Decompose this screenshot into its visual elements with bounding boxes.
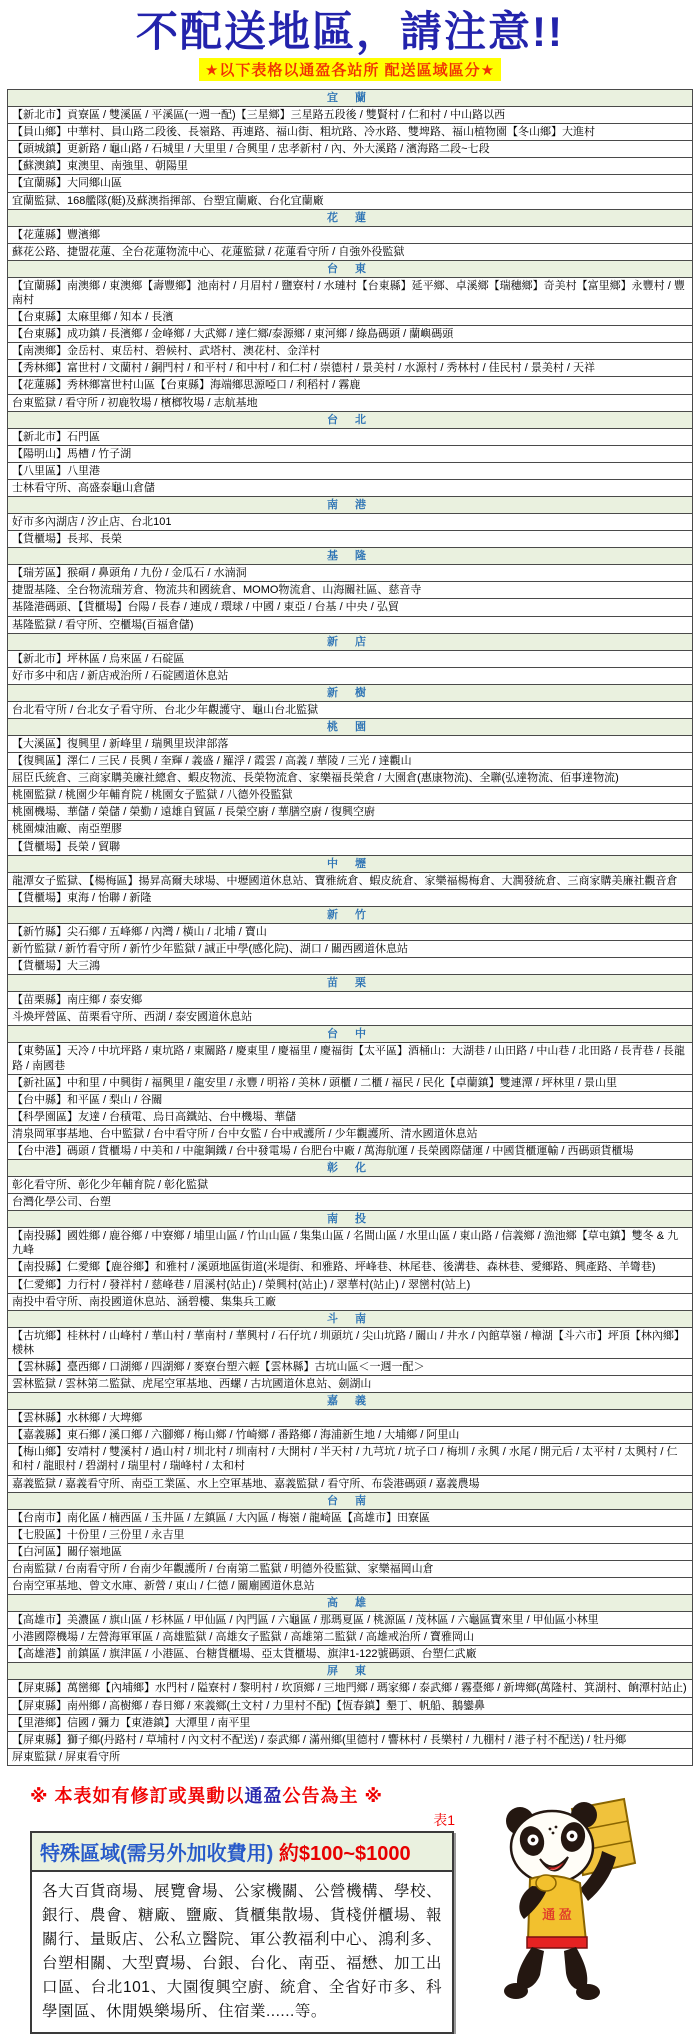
table-row — [8, 1731, 693, 1748]
panda-mascot-icon — [472, 1791, 647, 2006]
area-cell: 【台東縣】太麻里鄉 / 知本 / 長濱 — [8, 309, 693, 326]
subtitle-wrap — [0, 58, 700, 81]
area-cell: 捷盟基隆、全台物流瑞芳倉、物流共和國統倉、MOMO物流倉、山海關社區、慈音寺 — [8, 582, 693, 599]
region-header: 嘉 義 — [8, 1393, 693, 1410]
area-cell: 【雲林縣】臺西鄉 / 口湖鄉 / 四湖鄉 / 麥寮台塑六輕【雲林縣】古坑山區＜一週一配＞ — [8, 1358, 693, 1375]
table-row — [8, 462, 693, 479]
special-zone-price: 約$100~$1000 — [278, 1842, 411, 1865]
area-cell: 桃園監獄 / 桃園少年輔育院 / 桃園女子監獄 / 八德外役監獄 — [8, 787, 693, 804]
table-row — [8, 1629, 693, 1646]
table-row — [8, 1276, 693, 1293]
table-row — [8, 599, 693, 616]
table-row — [8, 889, 693, 906]
table-row — [8, 1526, 693, 1543]
area-cell: 【花蓮縣】秀林鄉富世村山區【台東縣】海端鄉思源啞口 / 利稻村 / 霧鹿 — [8, 377, 693, 394]
area-cell: 屈臣氏統倉、三商家購美廉社總倉、蝦皮物流、長榮物流倉、家樂福長榮倉 / 大園倉(惠康物流)、全聯(弘達物流、佰事達物流) — [8, 770, 693, 787]
table-row — [8, 531, 693, 548]
table-row — [8, 243, 693, 260]
area-cell: 好市多內湖店 / 汐止店、台北101 — [8, 514, 693, 531]
area-cell: 基隆監獄 / 看守所、空櫃場(百福倉儲) — [8, 616, 693, 633]
region-section-row — [8, 855, 693, 872]
table-row — [8, 124, 693, 141]
table-row — [8, 1009, 693, 1026]
table-row — [8, 1543, 693, 1560]
region-section-row — [8, 496, 693, 513]
area-cell: 【台東縣】成功鎮 / 長濱鄉 / 金峰鄉 / 大武鄉 / 達仁鄉/泰源鄉 / 東河鄉 / 綠島碼頭 / 蘭嶼碼頭 — [8, 326, 693, 343]
table-row — [8, 377, 693, 394]
area-cell: 【南投縣】仁愛鄉【鹿谷鄉】和雅村 / 溪頭地區街道(米堤街、和雅路、坪峰巷、林尾巷、後溝巷、森林巷、愛鄉路、興產路、羊彎巷) — [8, 1259, 693, 1276]
table-row — [8, 1142, 693, 1159]
page-title: 不配送地區，請注意!! — [136, 8, 564, 55]
table-row — [8, 753, 693, 770]
table-row — [8, 1697, 693, 1714]
table-row — [8, 650, 693, 667]
region-section-row — [8, 718, 693, 735]
table-row — [8, 1475, 693, 1492]
region-section-row — [8, 633, 693, 650]
table-row — [8, 1125, 693, 1142]
table-row — [8, 309, 693, 326]
area-cell: 【復興區】澤仁 / 三民 / 長興 / 奎輝 / 義盛 / 羅浮 / 霞雲 / 高義 / 華陵 / 三光 / 達觀山 — [8, 753, 693, 770]
region-header: 台 東 — [8, 260, 693, 277]
area-cell: 雲林監獄 / 雲林第二監獄、虎尾空軍基地、西螺 / 古坑國道休息站、劍湖山 — [8, 1376, 693, 1393]
area-cell: 【瑞芳區】猴硐 / 鼻頭角 / 九份 / 金瓜石 / 水湳洞 — [8, 565, 693, 582]
area-cell: 【八里區】八里港 — [8, 462, 693, 479]
table-row — [8, 1714, 693, 1731]
area-cell: 【貨櫃場】大三鴻 — [8, 958, 693, 975]
region-section-row — [8, 1393, 693, 1410]
area-cell: 台東監獄 / 看守所 / 初鹿牧場 / 檳榔牧場 / 志航基地 — [8, 394, 693, 411]
table-row — [8, 582, 693, 599]
area-cell: 【新竹縣】尖石鄉 / 五峰鄉 / 內灣 / 橫山 / 北埔 / 寶山 — [8, 923, 693, 940]
table-row — [8, 107, 693, 124]
region-header: 斗 南 — [8, 1310, 693, 1327]
table-row — [8, 1259, 693, 1276]
area-cell: 台南監獄 / 台南看守所 / 台南少年觀護所 / 台南第二監獄 / 明德外役監獄、家樂福岡山倉 — [8, 1560, 693, 1577]
area-cell: 【南投縣】國姓鄉 / 鹿谷鄉 / 中寮鄉 / 埔里山區 / 竹山山區 / 集集山區 / 名間山區 / 水里山區 / 東山路 / 信義鄉 / 漁池鄉【草屯鎮】雙冬 & 九九峰 — [8, 1228, 693, 1259]
region-header: 台 南 — [8, 1492, 693, 1509]
region-section-row — [8, 1492, 693, 1509]
area-cell: 【高雄市】美濃區 / 旗山區 / 杉林區 / 甲仙區 / 內門區 / 六龜區 / 那瑪夏區 / 桃源區 / 茂林區 / 六龜區寶來里 / 甲仙區小林里 — [8, 1612, 693, 1629]
table-row — [8, 1228, 693, 1259]
region-header: 新 竹 — [8, 906, 693, 923]
region-section-row — [8, 548, 693, 565]
region-section-row — [8, 1310, 693, 1327]
area-cell: 龍潭女子監獄、【楊梅區】揚昇高爾夫球場、中壢國道休息站、寶雅統倉、蝦皮統倉、家樂福楊梅倉、大潤發統倉、三商家購美廉社觀音倉 — [8, 872, 693, 889]
mascot-wrap — [472, 1791, 647, 2011]
area-cell: 【台南市】南化區 / 楠西區 / 玉井區 / 左鎮區 / 大內區 / 梅嶺 / 龍崎區【高雄市】田寮區 — [8, 1509, 693, 1526]
area-cell: 【里港鄉】信國 / 彌力【東港鎮】大潭里 / 南平里 — [8, 1714, 693, 1731]
area-cell: 【南澳鄉】金岳村、東岳村、碧候村、武塔村、澳花村、金洋村 — [8, 343, 693, 360]
table-row — [8, 821, 693, 838]
region-section-row — [8, 90, 693, 107]
table-row — [8, 1680, 693, 1697]
area-cell: 【宜蘭縣】南澳鄉 / 東澳鄉【壽豐鄉】池南村 / 月眉村 / 鹽寮村 / 水璉村【台東縣】延平鄉、卓溪鄉【瑞穗鄉】奇美村【富里鄉】永豐村 / 豐南村 — [8, 277, 693, 308]
region-section-row — [8, 1663, 693, 1680]
region-header: 新 樹 — [8, 684, 693, 701]
area-cell: 【東勢區】天冷 / 中坑坪路 / 東坑路 / 東關路 / 慶東里 / 慶福里 / 慶福街【太平區】酒桶山：大湖巷 / 山田路 / 中山巷 / 北田路 / 長青巷 / 長龍路 / 南國巷 — [8, 1043, 693, 1074]
area-cell: 【古坑鄉】桂林村 / 山峰村 / 華山村 / 華南村 / 華興村 / 石仔坑 / 圳頭坑 / 尖山坑路 / 關山 / 井水 / 內館草嶺 / 樟湖【斗六市】坪頂【林內鄉】檨林 — [8, 1327, 693, 1358]
region-header: 桃 園 — [8, 718, 693, 735]
table-row — [8, 343, 693, 360]
special-zone-header — [32, 1833, 452, 1872]
table-row — [8, 1748, 693, 1765]
region-header: 台 北 — [8, 411, 693, 428]
no-delivery-table — [7, 89, 693, 1766]
table-row — [8, 1612, 693, 1629]
area-cell: 【梅山鄉】安靖村 / 雙溪村 / 過山村 / 圳北村 / 圳南村 / 大開村 / 半天村 / 九芎坑 / 坑子口 / 梅圳 / 永興 / 水尾 / 開元后 / 太平村 / 太興村 / 仁和村 / 龍眼村 / 碧湖村 / 瑞里村 / 瑞峰村 / 太和村 — [8, 1444, 693, 1475]
table-row — [8, 872, 693, 889]
table-row — [8, 226, 693, 243]
table-row — [8, 175, 693, 192]
area-cell: 【屏東縣】南州鄉 / 高樹鄉 / 春日鄉 / 來義鄉(土文村 / 力里村不配)【恆春鎮】墾丁、帆船、鵝鑾鼻 — [8, 1697, 693, 1714]
table-row — [8, 141, 693, 158]
table-row — [8, 1509, 693, 1526]
region-header: 基 隆 — [8, 548, 693, 565]
no-delivery-table-body — [8, 90, 693, 1766]
table-row — [8, 428, 693, 445]
area-cell: 台南空軍基地、曾文水庫、新營 / 東山 / 仁德 / 關廟國道休息站 — [8, 1577, 693, 1594]
area-cell: 【新北市】貢寮區 / 雙溪區 / 平溪區(一週一配)【三星鄉】三星路五段後 / 雙賢村 / 仁和村 / 中山路以西 — [8, 107, 693, 124]
region-section-row — [8, 260, 693, 277]
area-cell: 【嘉義縣】東石鄉 / 溪口鄉 / 六腳鄉 / 梅山鄉 / 竹崎鄉 / 番路鄉 / 海浦新生地 / 大埔鄉 / 阿里山 — [8, 1427, 693, 1444]
area-cell: 屏東監獄 / 屏東看守所 — [8, 1748, 693, 1765]
area-cell: 【屏東縣】萬巒鄉【內埔鄉】水門村 / 隘寮村 / 黎明村 / 坎頂鄉 / 三地門鄉 / 瑪家鄉 / 泰武鄉 / 霧臺鄉 / 新埤鄉(萬隆村、箕湖村、餉潭村站止) — [8, 1680, 693, 1697]
table-row — [8, 1427, 693, 1444]
table-row — [8, 360, 693, 377]
table-row — [8, 445, 693, 462]
table-row — [8, 158, 693, 175]
area-cell: 【台中港】碼頭 / 貨櫃場 / 中美和 / 中龍鋼鐵 / 台中發電場 / 台肥台中廠 / 萬海航運 / 長榮國際儲運 / 中國貨櫃運輸 / 西碼頭貨櫃場 — [8, 1142, 693, 1159]
table-row — [8, 514, 693, 531]
area-cell: 【大溪區】復興里 / 新峰里 / 瑞興里崁津部落 — [8, 736, 693, 753]
region-section-row — [8, 209, 693, 226]
brand-name: 通盈 — [244, 1785, 283, 1806]
table-row — [8, 565, 693, 582]
area-cell: 士林看守所、高盛泰龜山倉儲 — [8, 479, 693, 496]
region-header: 南 港 — [8, 496, 693, 513]
area-cell: 【屏東縣】獅子鄉(丹路村 / 草埔村 / 內文村不配送) / 泰武鄉 / 滿州鄉(里德村 / 響林村 / 長樂村 / 九棚村 / 港子村不配送) / 牡丹鄉 — [8, 1731, 693, 1748]
area-cell: 【台中縣】和平區 / 梨山 / 谷關 — [8, 1091, 693, 1108]
table-row — [8, 1376, 693, 1393]
table-row — [8, 192, 693, 209]
table-row — [8, 1646, 693, 1663]
area-cell: 【七股區】十份里 / 三份里 / 永吉里 — [8, 1526, 693, 1543]
table-row — [8, 1560, 693, 1577]
table-row — [8, 479, 693, 496]
table-row — [8, 1358, 693, 1375]
region-header: 苗 栗 — [8, 975, 693, 992]
table-row — [8, 804, 693, 821]
mascot-brand-text: 通 盈 — [542, 1906, 572, 1922]
table-label: 表1 — [433, 1811, 455, 1828]
area-cell: 【新北市】石門區 — [8, 428, 693, 445]
area-cell: 斗煥坪營區、苗栗看守所、西湖 / 泰安國道休息站 — [8, 1009, 693, 1026]
region-header: 新 店 — [8, 633, 693, 650]
area-cell: 【秀林鄉】富世村 / 文蘭村 / 銅門村 / 和平村 / 和中村 / 和仁村 / 崇德村 / 景美村 / 水源村 / 秀林村 / 佳民村 / 景美村 / 天祥 — [8, 360, 693, 377]
region-header: 宜 蘭 — [8, 90, 693, 107]
region-header: 中 壢 — [8, 855, 693, 872]
area-cell: 清泉岡軍事基地、台中監獄 / 台中看守所 / 台中女監 / 台中戒護所 / 少年觀護所、清水國道休息站 — [8, 1125, 693, 1142]
area-cell: 台灣化學公司、台塑 — [8, 1194, 693, 1211]
table-row — [8, 1327, 693, 1358]
table-row — [8, 1043, 693, 1074]
table-row — [8, 326, 693, 343]
area-cell: 【陽明山】馬槽 / 竹子湖 — [8, 445, 693, 462]
table-row — [8, 701, 693, 718]
area-cell: 【新北市】坪林區 / 烏來區 / 石碇區 — [8, 650, 693, 667]
table-row — [8, 667, 693, 684]
table-row — [8, 1108, 693, 1125]
region-section-row — [8, 1211, 693, 1228]
region-section-row — [8, 684, 693, 701]
region-header: 花 蓮 — [8, 209, 693, 226]
table-row — [8, 1293, 693, 1310]
area-cell: 【白河區】關仔嶺地區 — [8, 1543, 693, 1560]
area-cell: 彰化看守所、彰化少年輔育院 / 彰化監獄 — [8, 1177, 693, 1194]
table-row — [8, 1194, 693, 1211]
special-zone-body: 各大百貨商場、展覽會場、公家機關、公營機構、學校、銀行、農會、糖廠、鹽廠、貨櫃集散場、貨棧併櫃場、報關行、量販店、公私立醫院、軍公教福利中心、鴻利多、台塑相關、大型賣場、台銀、台化、南亞、福懋、加工出口區、台北101、大園復興空廚、統倉、全省好市多、科學園區、休閒娛樂場所、住宿業......等。 — [42, 1882, 443, 2020]
area-cell: 桃園煉油廠、南亞塑膠 — [8, 821, 693, 838]
table-row — [8, 394, 693, 411]
area-cell: 【花蓮縣】豐濱鄉 — [8, 226, 693, 243]
area-cell: 桃園機場、華儲 / 榮儲 / 榮勤 / 遠雄自貿區 / 長榮空廚 / 華膳空廚 / 復興空廚 — [8, 804, 693, 821]
area-cell: 小港國際機場 / 左營海軍軍區 / 高雄監獄 / 高雄女子監獄 / 高雄第二監獄 / 高雄戒治所 / 寶雅岡山 — [8, 1629, 693, 1646]
no-delivery-notice-page — [0, 10, 700, 2034]
area-cell: 基隆港碼頭、【貨櫃場】台陽 / 長春 / 連成 / 環球 / 中國 / 東亞 / 台基 / 中央 / 弘貿 — [8, 599, 693, 616]
area-cell: 好市多中和店 / 新店戒治所 / 石碇國道休息站 — [8, 667, 693, 684]
special-zone-title: 特殊區域(需另外加收費用) — [40, 1842, 279, 1865]
area-cell: 【頭城鎮】更新路 / 龜山路 / 石城里 / 大里里 / 合興里 / 忠孝新村 / 內、外大溪路 / 濱海路二段~七段 — [8, 141, 693, 158]
area-cell: 新竹監獄 / 新竹看守所 / 新竹少年監獄 / 誠正中學(感化院)、湖口 / 關西國道休息站 — [8, 941, 693, 958]
table-row — [8, 838, 693, 855]
region-section-row — [8, 411, 693, 428]
region-section-row — [8, 975, 693, 992]
area-cell: 台北看守所 / 台北女子看守所、台北少年觀護守、龜山台北監獄 — [8, 701, 693, 718]
area-cell: 【雲林縣】水林鄉 / 大埤鄉 — [8, 1410, 693, 1427]
region-section-row — [8, 1026, 693, 1043]
table-row — [8, 1177, 693, 1194]
area-cell: 【仁愛鄉】力行村 / 發祥村 / 慈峰巷 / 眉溪村(站止) / 榮興村(站止) / 翠華村(站止) / 翠巒村(站上) — [8, 1276, 693, 1293]
page-subtitle: ★以下表格以通盈各站所 配送區域區分★ — [199, 58, 501, 81]
table-row — [8, 1410, 693, 1427]
revision-note-suffix: 公告為主 ※ — [282, 1785, 383, 1806]
region-section-row — [8, 906, 693, 923]
table-row — [8, 770, 693, 787]
area-cell: 【貨櫃場】東海 / 怡聯 / 新隆 — [8, 889, 693, 906]
area-cell: 【高雄港】前鎮區 / 旗津區 / 小港區、台糖貨櫃場、亞太貨櫃場、旗津1-122號碼頭、台塑仁武廠 — [8, 1646, 693, 1663]
area-cell: 嘉義監獄 / 嘉義看守所、南亞工業區、水上空軍基地、嘉義監獄 / 看守所、布袋港碼頭 / 嘉義農場 — [8, 1475, 693, 1492]
table-row — [8, 277, 693, 308]
region-header: 南 投 — [8, 1211, 693, 1228]
region-header: 高 雄 — [8, 1595, 693, 1612]
revision-note-prefix: ※ 本表如有修訂或異動以 — [30, 1785, 245, 1806]
table-row — [8, 1091, 693, 1108]
table-row — [8, 958, 693, 975]
area-cell: 【科學園區】友達 / 台積電、烏日高鐵站、台中機場、華儲 — [8, 1108, 693, 1125]
table-row — [8, 1074, 693, 1091]
region-header: 屏 東 — [8, 1663, 693, 1680]
special-zone-box — [30, 1831, 454, 2034]
table-row — [8, 787, 693, 804]
table-row — [8, 941, 693, 958]
area-cell: 【員山鄉】中華村、員山路二段後、長嶺路、再連路、福山街、粗坑路、冷水路、雙埤路、福山植物園【冬山鄉】大進村 — [8, 124, 693, 141]
bottom-row — [0, 1831, 700, 2034]
area-cell: 南投中看守所、南投國道休息站、涵碧樓、集集兵工廠 — [8, 1293, 693, 1310]
footer — [0, 1782, 700, 2034]
table-row — [8, 1444, 693, 1475]
area-cell: 【蘇澳鎮】東澳里、南強里、朝陽里 — [8, 158, 693, 175]
table-row — [8, 736, 693, 753]
region-section-row — [8, 1595, 693, 1612]
table-row — [8, 1577, 693, 1594]
region-header: 台 中 — [8, 1026, 693, 1043]
area-cell: 宜蘭監獄、168艦隊(艇)及蘇澳指揮部、台塑宜蘭廠、台化宜蘭廠 — [8, 192, 693, 209]
region-section-row — [8, 1160, 693, 1177]
table-row — [8, 923, 693, 940]
area-cell: 【新社區】中和里 / 中興街 / 福興里 / 龍安里 / 永豐 / 明裕 / 美林 / 頭櫃 / 二櫃 / 福民 / 民化【卓蘭鎮】雙連潭 / 坪林里 / 景山里 — [8, 1074, 693, 1091]
area-cell: 【貨櫃場】長榮 / 貿聯 — [8, 838, 693, 855]
table-row — [8, 616, 693, 633]
region-header: 彰 化 — [8, 1160, 693, 1177]
area-cell: 【宜蘭縣】大同鄉山區 — [8, 175, 693, 192]
area-cell: 【苗栗縣】南庄鄉 / 泰安鄉 — [8, 992, 693, 1009]
area-cell: 【貨櫃場】長邦、長榮 — [8, 531, 693, 548]
area-cell: 蘇花公路、捷盟花蓮、全台花蓮物流中心、花蓮監獄 / 花蓮看守所 / 自強外役監獄 — [8, 243, 693, 260]
panda-belt — [527, 1937, 587, 1948]
table-row — [8, 992, 693, 1009]
